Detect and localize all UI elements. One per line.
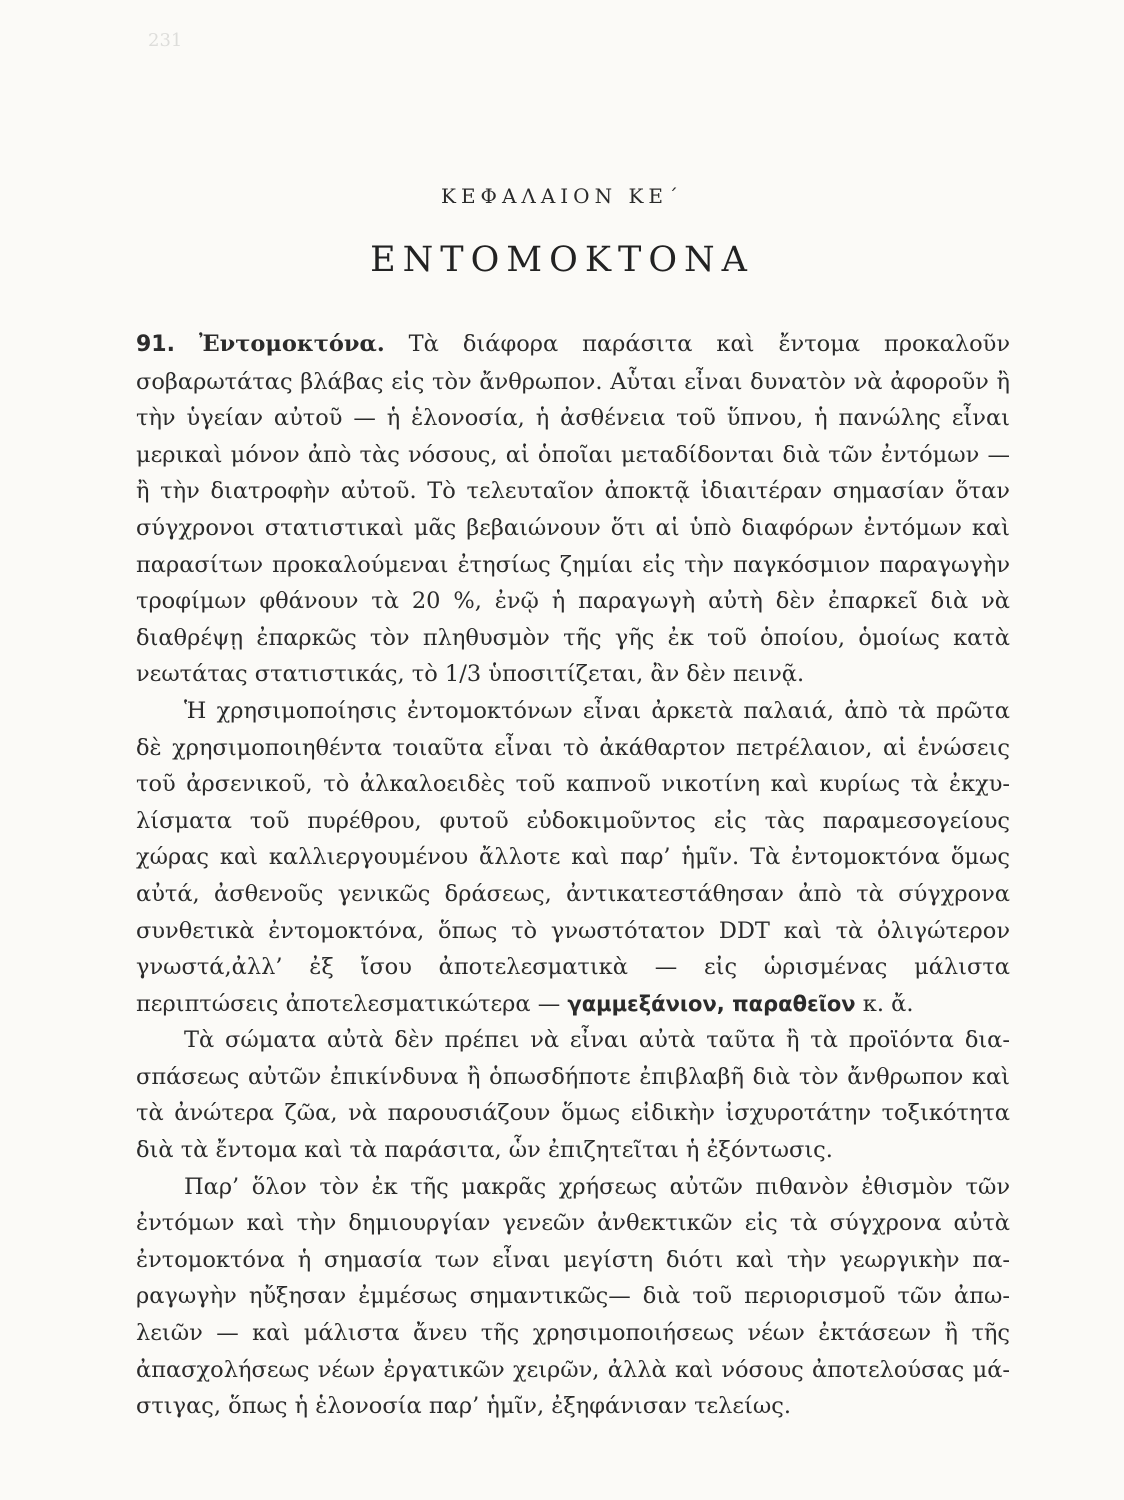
bleed-through-text bbox=[150, 88, 1030, 348]
paragraph-3 bbox=[136, 1022, 1010, 1168]
bold-chemicals: γαμμεξάνιον, παραθεῖον bbox=[567, 991, 856, 1016]
paragraph-2-end: κ. ἄ. bbox=[855, 990, 914, 1017]
chapter-title: ΕΝΤΟΜΟΚΤΟΝΑ bbox=[370, 240, 754, 280]
paragraph-1 bbox=[136, 326, 1010, 693]
paragraph-4 bbox=[136, 1169, 1010, 1425]
paragraph-2-text: Ἡ χρησιμοποίησις ἐντομοκτόνων εἶναι ἀρκετὰ παλαιά, ἀπὸ τὰ πρῶτα δὲ χρησιμοποιηθέντα τοιαῦτα εἶναι τὸ ἀκάθαρτον πετρέλαιον, αἱ ἑνώσεις τοῦ ἀρσενικοῦ, τὸ ἀλκαλοειδὲς τοῦ καπνοῦ νικοτίνη καὶ κυρίως τὰ ἐκχυλίσματα τοῦ πυρέθρου, φυτοῦ εὐδοκιμοῦντος εἰς τὰς παραμεσογείους χώρας καὶ καλλιεργουμένου ἄλλοτε καὶ παρ’ ἡμῖν. Τὰ ἐντομοκτόνα ὅμως αὐτά, ἀσθενοῦς γενικῶς δράσεως, ἀντικατεστάθησαν ἀπὸ τὰ σύγχρονα συνθετικὰ ἐντομοκτόνα, ὅπως τὸ γνωστότατον DDT καὶ τὰ ὀλιγώτερον γνωστά,ἀλλ’ ἐξ ἴσου ἀποτελεσματικὰ — εἰς ὡρισμένας μάλιστα περιπτώσεις ἀποτελεσματικώτερα — bbox=[136, 697, 1010, 1017]
page-number: 231 bbox=[148, 30, 183, 51]
chapter-label: ΚΕΦΑΛΑΙΟΝ ΚΕ΄ bbox=[441, 184, 683, 208]
section-number: 91. bbox=[136, 332, 175, 357]
paragraph-4-text: Παρ’ ὅλον τὸν ἐκ τῆς μακρᾶς χρήσεως αὐτῶν πιθανὸν ἐθισμὸν τῶν ἐντόμων καὶ τὴν δημιουργίαν γενεῶν ἀνθεκτικῶν εἰς τὰ σύγχρονα αὐτὰ ἐντομοκτόνα ἡ σημασία των εἶναι μεγίστη διότι καὶ τὴν γεωργικὴν παραγωγὴν ηὔξησαν ἐμμέσως σημαντικῶς— διὰ τοῦ περιορισμοῦ τῶν ἀπωλειῶν — καὶ μάλιστα ἄνευ τῆς χρησιμοποιήσεως νέων ἐκτάσεων ἢ τῆς ἀπασχολήσεως νέων ἐργατικῶν χειρῶν, ἀλλὰ καὶ νόσους ἀποτελούσας μάστιγας, ὅπως ἡ ἑλονοσία παρ’ ἡμῖν, ἐξηφάνισαν τελείως. bbox=[136, 1173, 1010, 1420]
paragraph-1-text: Τὰ διάφορα παράσιτα καὶ ἔντομα προκαλοῦν σοβαρωτάτας βλάβας εἰς τὸν ἄνθρωπον. Αὗται εἶναι δυνατὸν νὰ ἀφοροῦν ἢ τὴν ὑγείαν αὐτοῦ — ἡ ἑλονοσία, ἡ ἀσθένεια τοῦ ὕπνου, ἡ πανώλης εἶναι μερικαὶ μόνον ἀπὸ τὰς νόσους, αἱ ὁποῖαι μεταδίδονται διὰ τῶν ἐντόμων — ἢ τὴν διατροφὴν αὐτοῦ. Τὸ τελευταῖον ἀποκτᾷ ἰδιαιτέραν σημασίαν ὅταν σύγχρονοι στατιστικαὶ μᾶς βεβαιώνουν ὅτι αἱ ὑπὸ διαφόρων ἐντόμων καὶ παρασίτων προκαλούμεναι ἐτησίως ζημίαι εἰς τὴν παγκόσμιον παραγωγὴν τροφίμων φθάνουν τὰ 20 %, ἐνῷ ἡ παραγωγὴ αὐτὴ δὲν ἐπαρκεῖ διὰ νὰ διαθρέψῃ ἐπαρκῶς τὸν πληθυσμὸν τῆς γῆς ἐκ τοῦ ὁποίου, ὁμοίως κατὰ νεωτάτας στατιστικάς, τὸ 1/3 ὑποσιτίζεται, ἂν δὲν πεινᾷ. bbox=[136, 331, 1011, 688]
paragraph-2 bbox=[136, 693, 1010, 1022]
paragraph-3-text: Τὰ σώματα αὐτὰ δὲν πρέπει νὰ εἶναι αὐτὰ ταῦτα ἢ τὰ προϊόντα διασπάσεως αὐτῶν ἐπικίνδυνα ἢ ὁπωσδήποτε ἐπιβλαβῆ διὰ τὸν ἄνθρωπον καὶ τὰ ἀνώτερα ζῶα, νὰ παρουσιάζουν ὅμως εἰδικὴν ἰσχυροτάτην τοξικότητα διὰ τὰ ἔντομα καὶ τὰ παράσιτα, ὧν ἐπιζητεῖται ἡ ἐξόντωσις. bbox=[136, 1027, 1010, 1164]
section-title: Ἐντομοκτόνα. bbox=[199, 331, 385, 357]
body-text bbox=[136, 326, 1010, 1425]
